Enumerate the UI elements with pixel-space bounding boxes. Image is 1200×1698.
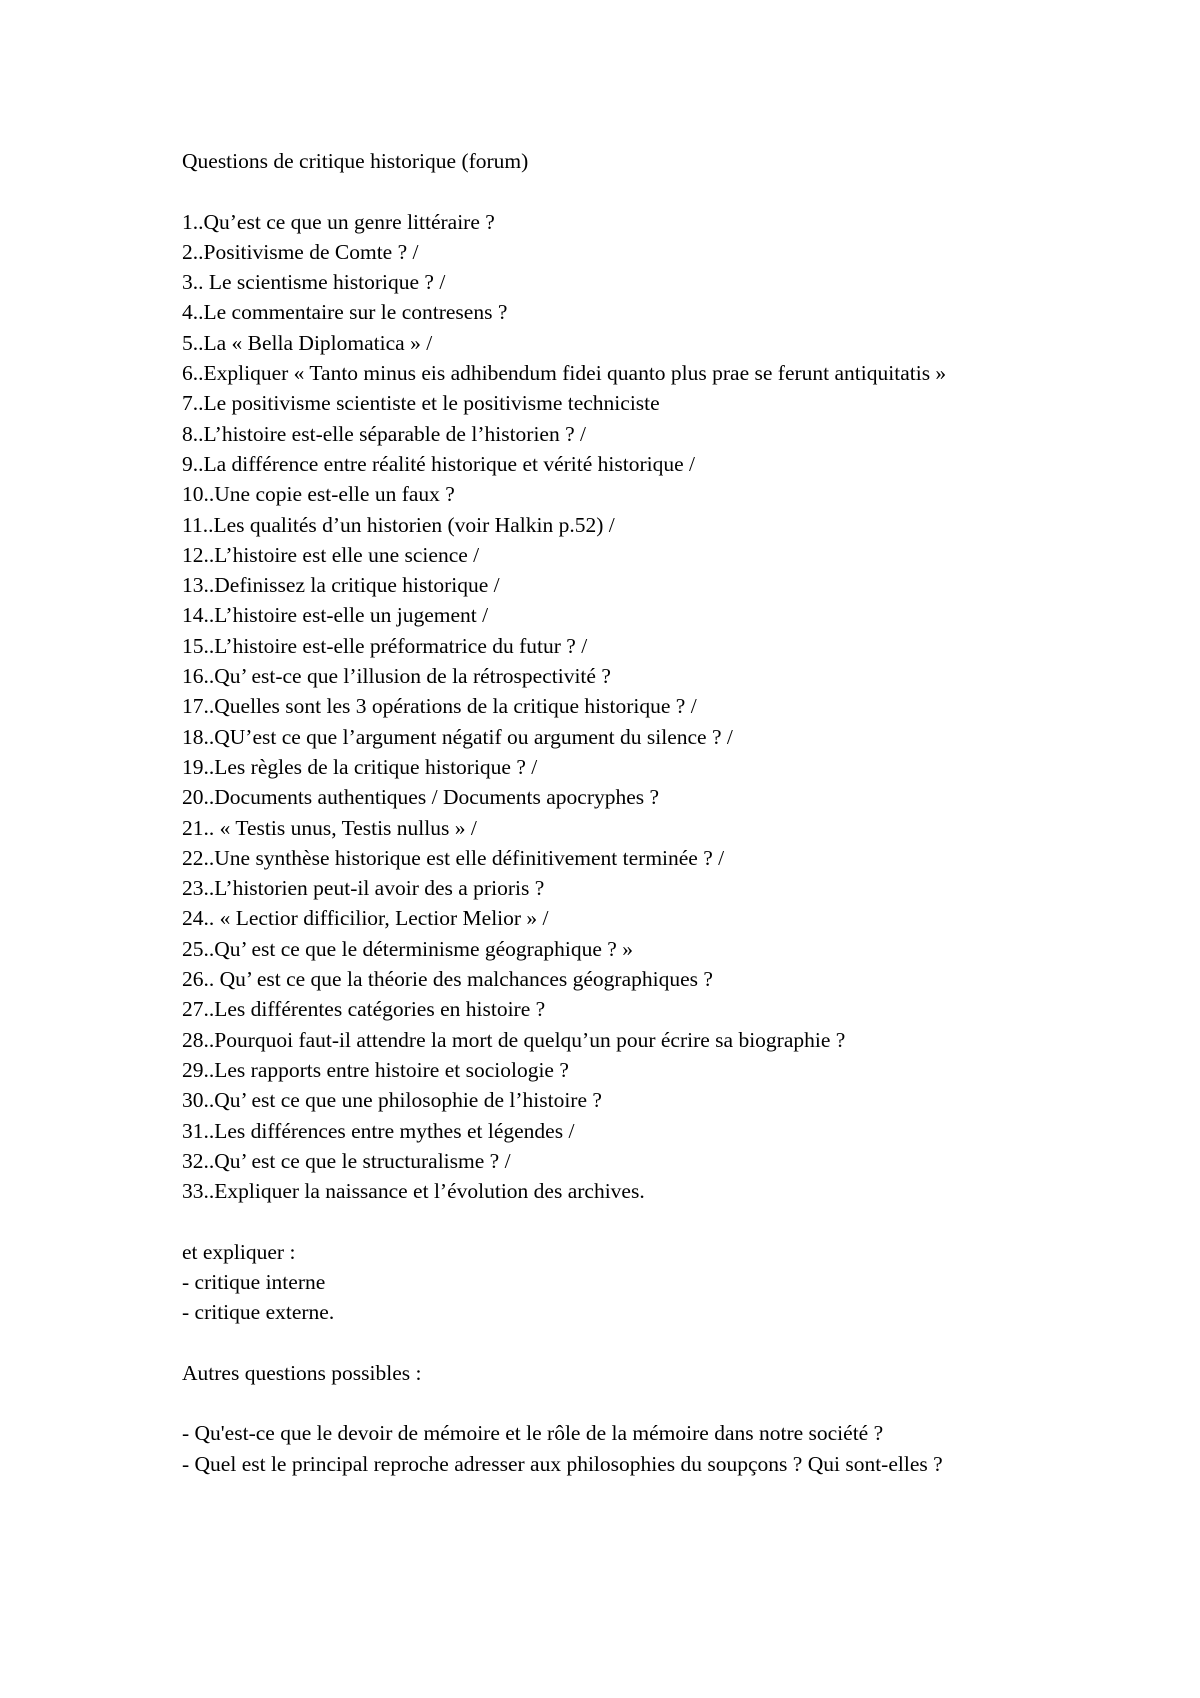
question-item: 10..Une copie est-elle un faux ? (182, 482, 455, 507)
question-item: 16..Qu’ est-ce que l’illusion de la rétrospectivité ? (182, 664, 611, 689)
explain-item: - critique interne (182, 1269, 326, 1294)
spacer (182, 1206, 1012, 1236)
question-item: 29..Les rapports entre histoire et sociologie ? (182, 1057, 569, 1082)
question-item: 20..Documents authentiques / Documents apocryphes ? (182, 785, 660, 810)
question-item: 15..L’histoire est-elle préformatrice du futur ? / (182, 633, 588, 658)
document-title: Questions de critique historique (forum) (182, 149, 529, 173)
question-item: 33..Expliquer la naissance et l’évolution des archives. (182, 1179, 645, 1204)
explain-intro: et expliquer : (182, 1239, 296, 1264)
question-item: 14..L’histoire est-elle un jugement / (182, 603, 489, 628)
explain-list (182, 1267, 1012, 1328)
question-item: 30..Qu’ est ce que une philosophie de l’histoire ? (182, 1088, 602, 1113)
question-item: 24.. « Lectior difficilior, Lectior Melior » / (182, 906, 549, 931)
question-item: 4..Le commentaire sur le contresens ? (182, 300, 508, 325)
explain-item: - critique externe. (182, 1300, 335, 1325)
document-body (182, 146, 1012, 1479)
question-item: 7..Le positivisme scientiste et le positivisme techniciste (182, 391, 660, 416)
question-item: 9..La différence entre réalité historique et vérité historique / (182, 451, 695, 476)
other-questions-heading: Autres questions possibles : (182, 1360, 422, 1385)
question-item: 28..Pourquoi faut-il attendre la mort de quelqu’un pour écrire sa biographie ? (182, 1027, 846, 1052)
question-item: 6..Expliquer « Tanto minus eis adhibendum fidei quanto plus prae se ferunt antiquitatis » (182, 361, 947, 386)
question-item: 13..Definissez la critique historique / (182, 573, 500, 598)
question-item: 11..Les qualités d’un historien (voir Halkin p.52) / (182, 512, 615, 537)
question-item: 25..Qu’ est ce que le déterminisme géographique ? » (182, 936, 633, 961)
question-item: 21.. « Testis unus, Testis nullus » / (182, 815, 477, 840)
question-item: 8..L’histoire est-elle séparable de l’historien ? / (182, 421, 586, 446)
spacer (182, 1328, 1012, 1358)
question-item: 3.. Le scientisme historique ? / (182, 270, 446, 295)
question-item: 2..Positivisme de Comte ? / (182, 239, 419, 264)
spacer (182, 1388, 1012, 1418)
question-item: 5..La « Bella Diplomatica » / (182, 330, 433, 355)
question-item: 31..Les différences entre mythes et légendes / (182, 1118, 575, 1143)
question-item: 12..L’histoire est elle une science / (182, 542, 480, 567)
question-item: 1..Qu’est ce que un genre littéraire ? (182, 209, 495, 234)
other-question-item: - Quel est le principal reproche adresser aux philosophies du soupçons ? Qui sont-elles ? (182, 1451, 943, 1476)
question-item: 27..Les différentes catégories en histoire ? (182, 997, 546, 1022)
questions-list (182, 207, 1012, 1207)
question-item: 18..QU’est ce que l’argument négatif ou argument du silence ? / (182, 724, 733, 749)
other-questions-list (182, 1418, 1012, 1479)
question-item: 26.. Qu’ est ce que la théorie des malchances géographiques ? (182, 967, 713, 992)
question-item: 32..Qu’ est ce que le structuralisme ? / (182, 1148, 511, 1173)
question-item: 22..Une synthèse historique est elle définitivement terminée ? / (182, 845, 725, 870)
question-item: 19..Les règles de la critique historique ? / (182, 754, 538, 779)
question-item: 23..L’historien peut-il avoir des a prioris ? (182, 876, 545, 901)
spacer (182, 176, 1012, 206)
other-question-item: - Qu'est-ce que le devoir de mémoire et le rôle de la mémoire dans notre société ? (182, 1421, 884, 1446)
question-item: 17..Quelles sont les 3 opérations de la critique historique ? / (182, 694, 697, 719)
